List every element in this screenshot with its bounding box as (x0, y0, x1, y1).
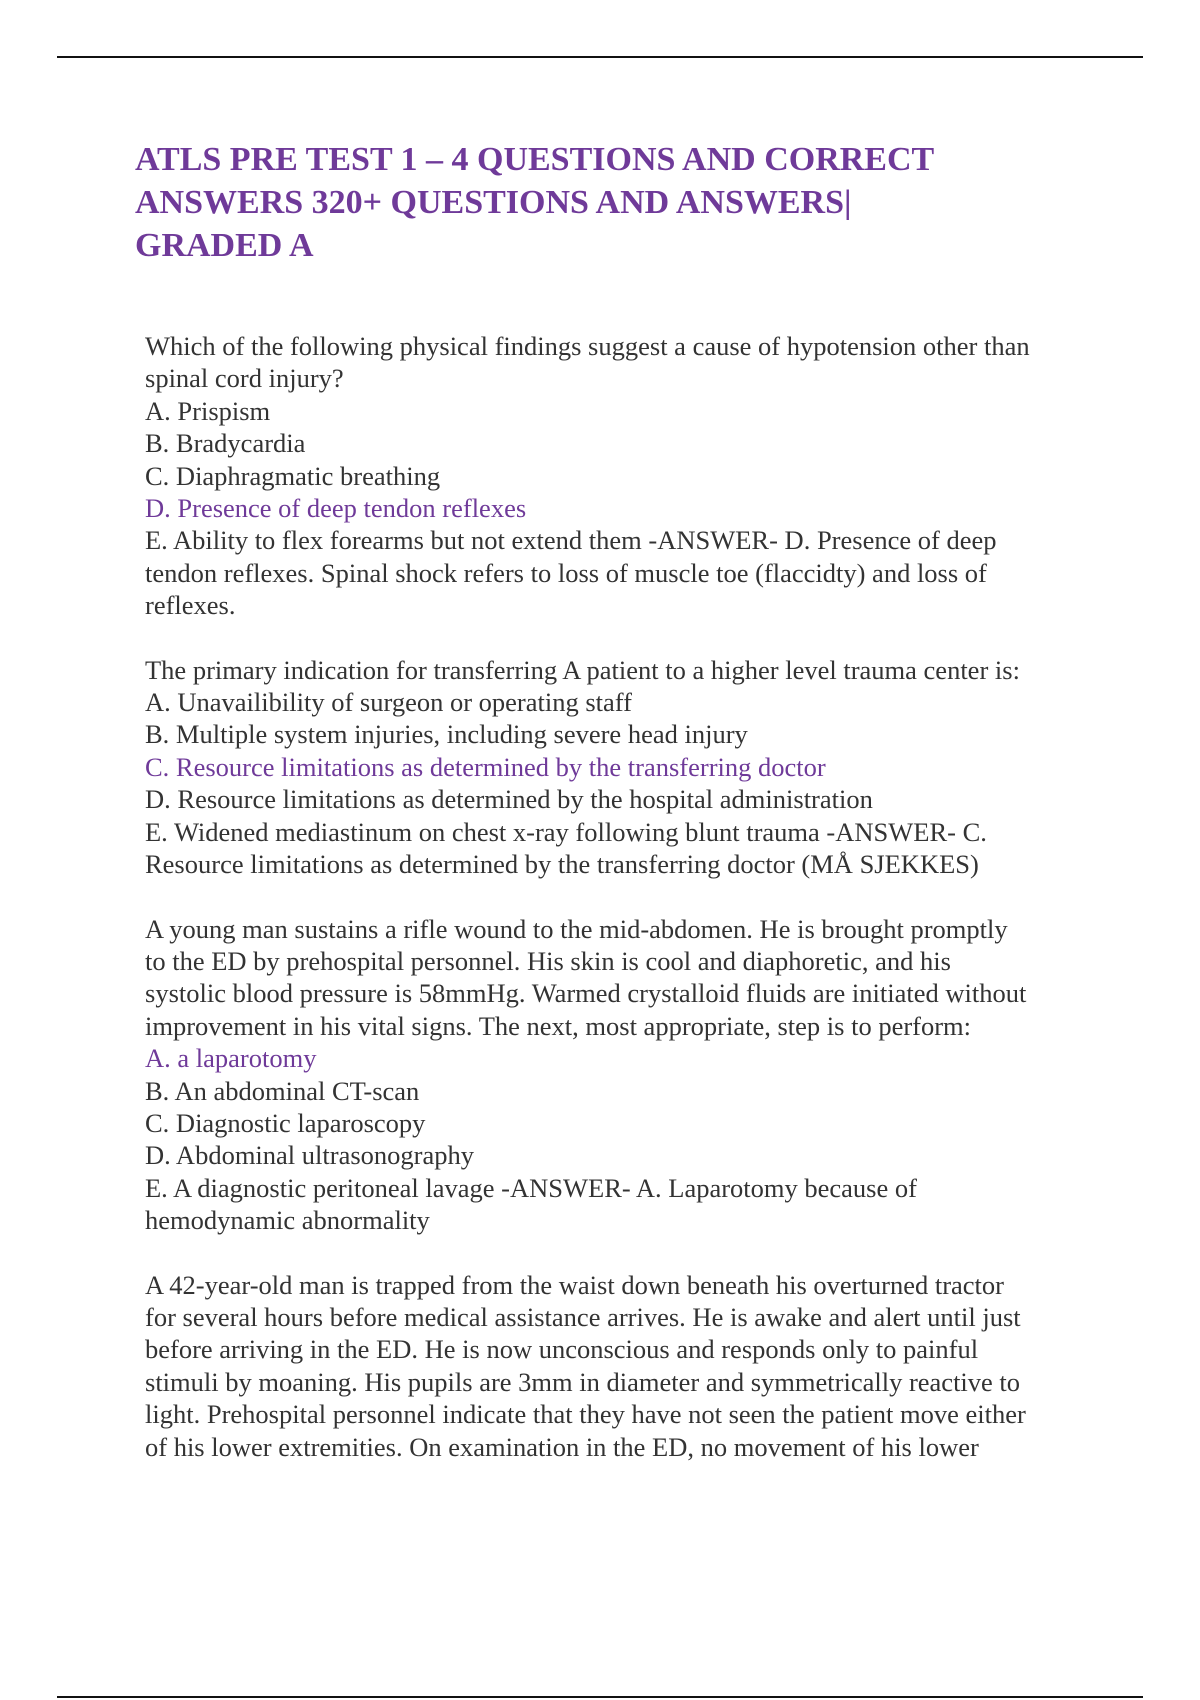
question-line: The primary indication for transferring A patient to a higher level trauma center is: (145, 654, 1020, 685)
option-line: D. Resource limitations as determined by the hospital administration (145, 784, 873, 815)
answer-line: E. Ability to flex forearms but not extend them -ANSWER- D. Presence of deep (145, 525, 997, 556)
answer-line: Resource limitations as determined by the transferring doctor (MÅ SJEKKES) (145, 849, 979, 880)
question-block-1 (145, 330, 1105, 622)
option-line: A. Prispism (145, 395, 271, 426)
question-line: before arriving in the ED. He is now unconscious and responds only to painful (145, 1334, 979, 1365)
question-block-4 (145, 1269, 1105, 1463)
question-list (145, 330, 1105, 1463)
option-line: C. Diagnostic laparoscopy (145, 1107, 426, 1138)
question-line: systolic blood pressure is 58mmHg. Warmed crystalloid fluids are initiated without (145, 978, 1027, 1009)
option-line: B. Bradycardia (145, 428, 306, 459)
question-line: A 42-year-old man is trapped from the waist down beneath his overturned tractor (145, 1269, 1004, 1300)
question-line: stimuli by moaning. His pupils are 3mm in diameter and symmetrically reactive to (145, 1366, 1021, 1397)
answer-line: E. A diagnostic peritoneal lavage -ANSWER- A. Laparotomy because of (145, 1172, 917, 1203)
correct-option-line: A. a laparotomy (145, 1043, 317, 1074)
top-rule (57, 56, 1143, 58)
title-line: ANSWERS 320+ QUESTIONS AND ANSWERS| (135, 184, 852, 221)
answer-line: hemodynamic abnormality (145, 1205, 430, 1236)
correct-option-line: D. Presence of deep tendon reflexes (145, 493, 527, 524)
question-line: spinal cord injury? (145, 363, 344, 394)
document-title (135, 138, 1095, 267)
option-line: D. Abdominal ultrasonography (145, 1140, 474, 1171)
question-line: light. Prehospital personnel indicate that they have not seen the patient move either (145, 1399, 1026, 1430)
question-block-2 (145, 654, 1105, 881)
bottom-rule (57, 1696, 1143, 1698)
title-line: GRADED A (135, 227, 314, 264)
question-line: for several hours before medical assistance arrives. He is awake and alert until just (145, 1301, 1021, 1332)
answer-line: reflexes. (145, 590, 236, 621)
question-line: Which of the following physical findings suggest a cause of hypotension other than (145, 331, 1030, 361)
question-line: of his lower extremities. On examination in the ED, no movement of his lower (145, 1431, 979, 1462)
option-line: C. Diaphragmatic breathing (145, 460, 441, 491)
question-line: A young man sustains a rifle wound to the mid-abdomen. He is brought promptly (145, 913, 1008, 944)
option-line: B. Multiple system injuries, including severe head injury (145, 719, 748, 750)
question-line: improvement in his vital signs. The next, most appropriate, step is to perform: (145, 1010, 972, 1041)
answer-line: E. Widened mediastinum on chest x-ray following blunt trauma -ANSWER- C. (145, 816, 987, 847)
answer-line: tendon reflexes. Spinal shock refers to loss of muscle toe (flaccidty) and loss of (145, 557, 987, 588)
question-block-3 (145, 913, 1105, 1237)
question-line: to the ED by prehospital personnel. His skin is cool and diaphoretic, and his (145, 945, 951, 976)
option-line: B. An abdominal CT-scan (145, 1075, 420, 1106)
correct-option-line: C. Resource limitations as determined by the transferring doctor (145, 751, 826, 782)
option-line: A. Unavailibility of surgeon or operating staff (145, 687, 632, 718)
title-line: ATLS PRE TEST 1 – 4 QUESTIONS AND CORRECT (135, 141, 935, 178)
